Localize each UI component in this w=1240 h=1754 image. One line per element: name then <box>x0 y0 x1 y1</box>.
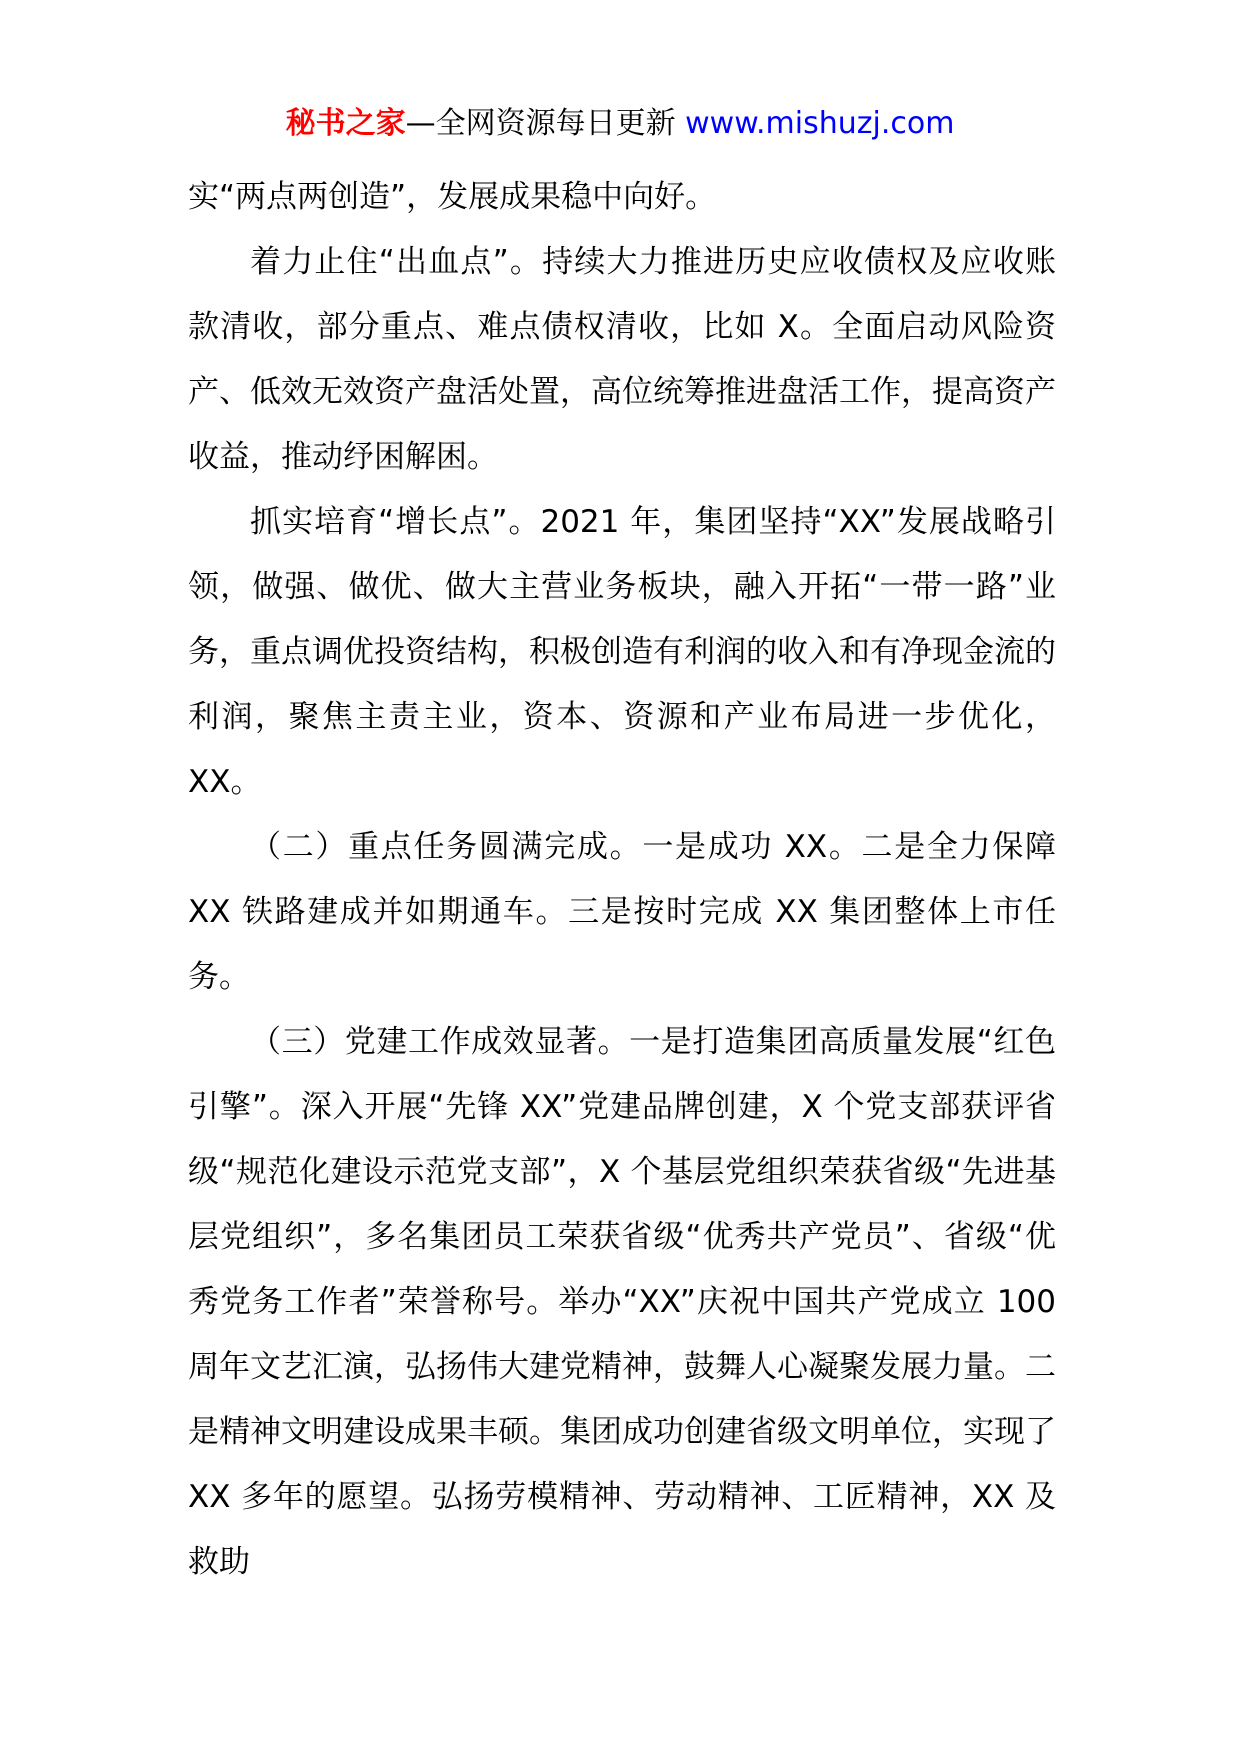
paragraph-party-building: （三）党建工作成效显著。一是打造集团高质量发展“红色引擎”。深入开展“先锋 XX”党建品牌创建，X 个党支部获评省级“规范化建设示范党支部”，X 个基层党组织荣获省级“先进基层党组织”，多名集团员工荣获省级“优秀共产党员”、省级“优秀党务工作者”荣誉称号。举办“XX”庆祝中国共产党成立 100 周年文艺汇演，弘扬伟大建党精神，鼓舞人心凝聚发展力量。二是精神文明建设成果丰硕。集团成功创建省级文明单位，实现了 XX 多年的愿望。弘扬劳模精神、劳动精神、工匠精神，XX 及救助 <box>188 1024 1056 1580</box>
header-slogan: —全网资源每日更新 <box>405 106 686 141</box>
paragraph-continuation: 实“两点两创造”，发展成果稳中向好。 <box>188 179 717 215</box>
header-url-link[interactable]: www.mishuzj.com <box>685 106 955 141</box>
paragraph-key-tasks: （二）重点任务圆满完成。一是成功 XX。二是全力保障 XX 铁路建成并如期通车。三是按时完成 XX 集团整体上市任务。 <box>188 829 1056 995</box>
document-body <box>188 165 1056 1595</box>
paragraph-bleeding-point: 着力止住“出血点”。持续大力推进历史应收债权及应收账款清收，部分重点、难点债权清收，比如 X。全面启动风险资产、低效无效资产盘活处置，高位统筹推进盘活工作，提高资产收益，推动纾困解困。 <box>188 244 1056 475</box>
page-header <box>0 104 1240 144</box>
header-brand: 秘书之家 <box>285 106 406 141</box>
paragraph-growth-point: 抓实培育“增长点”。2021 年，集团坚持“XX”发展战略引领，做强、做优、做大主营业务板块，融入开拓“一带一路”业务，重点调优投资结构，积极创造有利润的收入和有净现金流的利润，聚焦主责主业，资本、资源和产业布局进一步优化，XX。 <box>188 504 1056 800</box>
